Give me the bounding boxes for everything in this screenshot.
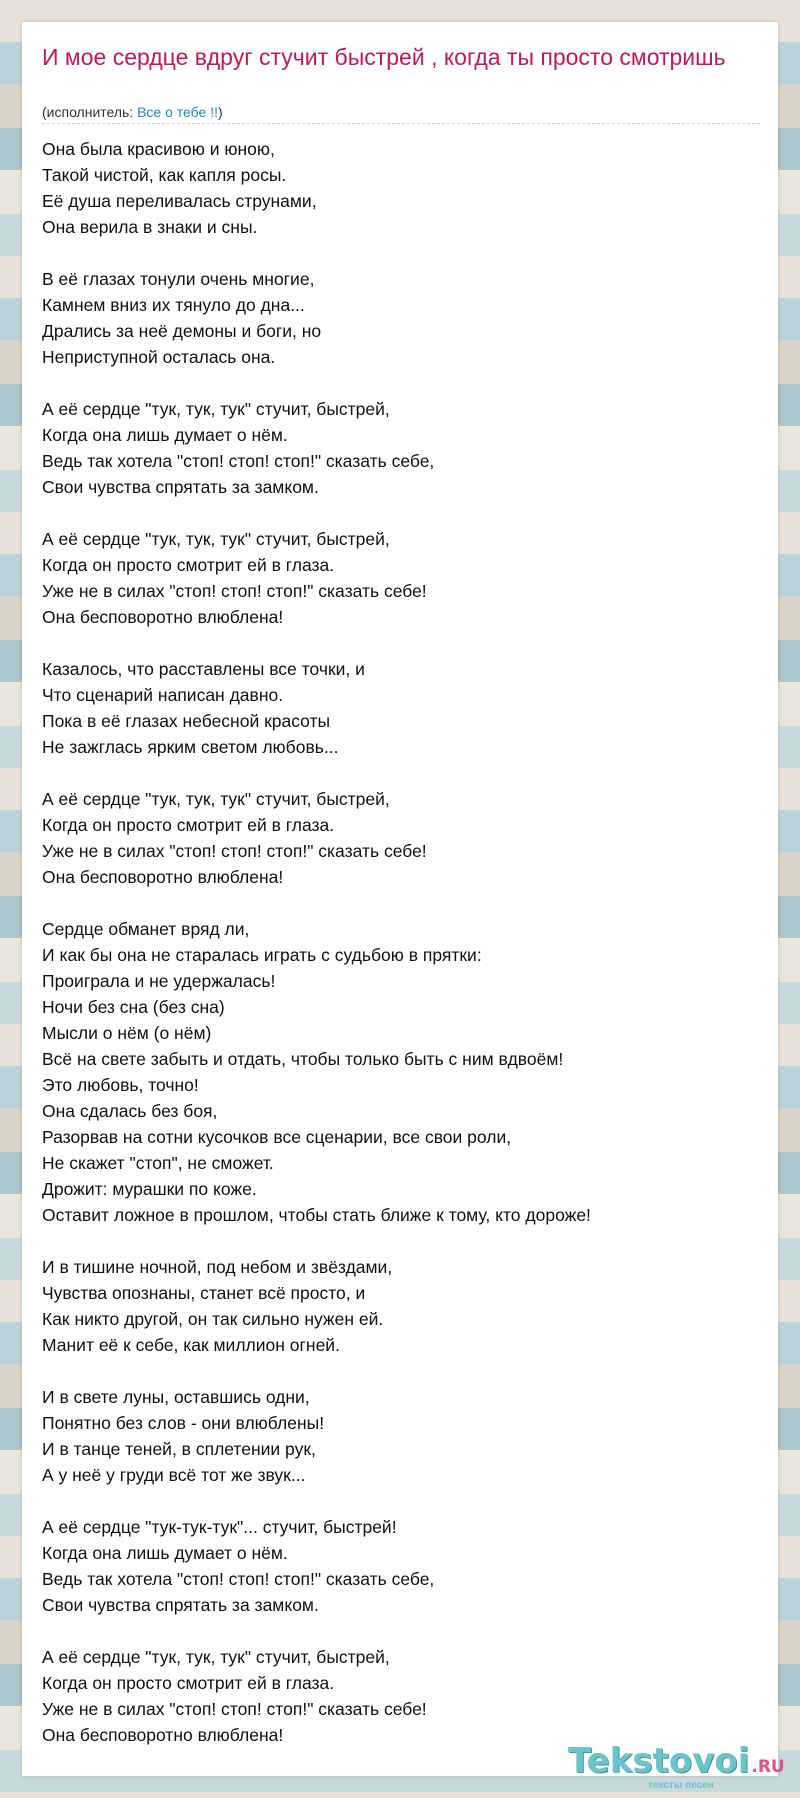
artist-suffix: ): [217, 104, 223, 120]
lyric-line: Свои чувства спрятать за замком.: [42, 477, 319, 497]
lyric-line: Не скажет "стоп", не сможет.: [42, 1153, 274, 1173]
lyrics-verse: [42, 1384, 762, 1488]
logo-tagline: тексты песен: [648, 1780, 714, 1791]
lyrics-verse: [42, 656, 762, 760]
site-logo[interactable]: [568, 1741, 785, 1784]
lyric-line: Уже не в силах "стоп! стоп! стоп!" сказать себе!: [42, 581, 427, 601]
lyric-line: Она бесповоротно влюблена!: [42, 867, 284, 887]
lyric-line: А у неё у груди всё тот же звук...: [42, 1465, 306, 1485]
lyric-line: Не зажглась ярким светом любовь...: [42, 737, 339, 757]
lyrics-verse: [42, 136, 762, 240]
divider: [42, 123, 760, 124]
lyrics-verse: [42, 1644, 762, 1748]
lyric-line: Дрались за неё демоны и боги, но: [42, 321, 322, 341]
lyric-line: А её сердце "тук-тук-тук"... стучит, быстрей!: [42, 1517, 397, 1537]
lyric-line: Уже не в силах "стоп! стоп! стоп!" сказать себе!: [42, 1699, 427, 1719]
lyric-line: Камнем вниз их тянуло до дна...: [42, 295, 305, 315]
lyrics-verse: [42, 396, 762, 500]
lyric-line: Чувства опознаны, станет всё просто, и: [42, 1283, 366, 1303]
lyric-line: Неприступной осталась она.: [42, 347, 276, 367]
lyric-line: А её сердце "тук, тук, тук" стучит, быстрей,: [42, 1647, 390, 1667]
lyric-line: Она была красивою и юною,: [42, 139, 275, 159]
lyric-line: Ведь так хотела "стоп! стоп! стоп!" сказать себе,: [42, 1569, 435, 1589]
lyrics-verse: [42, 266, 762, 370]
lyric-line: А её сердце "тук, тук, тук" стучит, быстрей,: [42, 789, 390, 809]
lyric-line: Она бесповоротно влюблена!: [42, 1725, 284, 1745]
lyrics-card: [22, 22, 778, 1776]
lyric-line: Что сценарий написан давно.: [42, 685, 284, 705]
lyric-line: Пока в её глазах небесной красоты: [42, 711, 331, 731]
lyric-line: Свои чувства спрятать за замком.: [42, 1595, 319, 1615]
lyric-line: Это любовь, точно!: [42, 1075, 199, 1095]
lyrics-body: [42, 136, 762, 1774]
artist-line: [42, 103, 223, 121]
lyric-line: Как никто другой, он так сильно нужен ей.: [42, 1309, 384, 1329]
lyrics-verse: [42, 916, 762, 1228]
lyric-line: Когда она лишь думает о нём.: [42, 425, 288, 445]
lyric-line: Мысли о нём (о нём): [42, 1023, 212, 1043]
lyric-line: Проиграла и не удержалась!: [42, 971, 276, 991]
logo-suffix: .RU: [751, 1757, 785, 1777]
artist-link[interactable]: Все о тебе !!: [137, 104, 218, 120]
lyric-line: Казалось, что расставлены все точки, и: [42, 659, 365, 679]
lyrics-verse: [42, 1254, 762, 1358]
lyric-line: Её душа переливалась струнами,: [42, 191, 317, 211]
lyric-line: В её глазах тонули очень многие,: [42, 269, 315, 289]
lyric-line: Оставит ложное в прошлом, чтобы стать ближе к тому, кто дороже!: [42, 1205, 591, 1225]
lyric-line: И в танце теней, в сплетении рук,: [42, 1439, 316, 1459]
lyric-line: Когда он просто смотрит ей в глаза.: [42, 815, 335, 835]
lyric-line: И как бы она не старалась играть с судьбою в прятки:: [42, 945, 482, 965]
lyrics-verse: [42, 526, 762, 630]
lyric-line: Уже не в силах "стоп! стоп! стоп!" сказать себе!: [42, 841, 427, 861]
lyric-line: Когда он просто смотрит ей в глаза.: [42, 555, 335, 575]
lyric-line: Такой чистой, как капля росы.: [42, 165, 287, 185]
lyrics-verse: [42, 1514, 762, 1618]
lyric-line: Дрожит: мурашки по коже.: [42, 1179, 257, 1199]
lyric-line: Она бесповоротно влюблена!: [42, 607, 284, 627]
song-title: И мое сердце вдруг стучит быстрей , когда ты просто смотришь: [42, 44, 726, 70]
lyrics-verse: [42, 786, 762, 890]
lyric-line: И в свете луны, оставшись одни,: [42, 1387, 310, 1407]
artist-prefix: (исполнитель:: [42, 104, 138, 120]
lyric-line: А её сердце "тук, тук, тук" стучит, быстрей,: [42, 399, 390, 419]
lyric-line: Понятно без слов - они влюблены!: [42, 1413, 325, 1433]
lyric-line: Когда она лишь думает о нём.: [42, 1543, 288, 1563]
logo-main: Tekstovoi: [568, 1741, 750, 1781]
lyric-line: И в тишине ночной, под небом и звёздами,: [42, 1257, 393, 1277]
lyric-line: Она сдалась без боя,: [42, 1101, 218, 1121]
lyric-line: Манит её к себе, как миллион огней.: [42, 1335, 340, 1355]
lyric-line: Ночи без сна (без сна): [42, 997, 225, 1017]
lyric-line: Когда он просто смотрит ей в глаза.: [42, 1673, 335, 1693]
lyric-line: Всё на свете забыть и отдать, чтобы только быть с ним вдвоём!: [42, 1049, 564, 1069]
lyric-line: Сердце обманет вряд ли,: [42, 919, 250, 939]
lyric-line: Разорвав на сотни кусочков все сценарии, все свои роли,: [42, 1127, 512, 1147]
lyric-line: Ведь так хотела "стоп! стоп! стоп!" сказать себе,: [42, 451, 435, 471]
lyric-line: А её сердце "тук, тук, тук" стучит, быстрей,: [42, 529, 390, 549]
lyric-line: Она верила в знаки и сны.: [42, 217, 258, 237]
